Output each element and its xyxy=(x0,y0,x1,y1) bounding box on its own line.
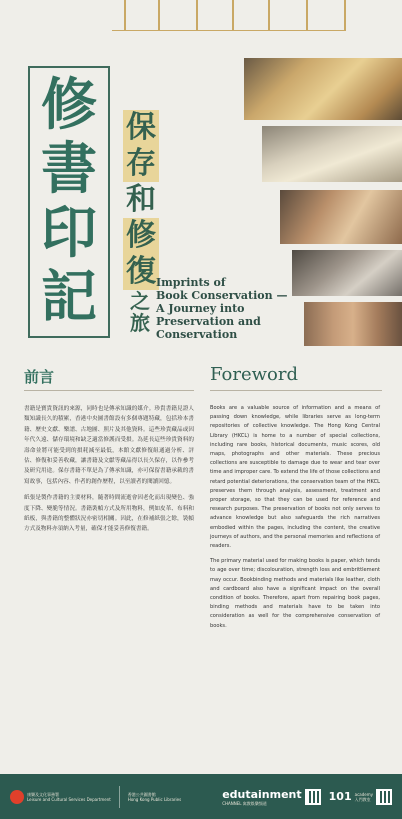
title-en-line: Book Conservation — xyxy=(156,289,288,302)
title-char: 修 xyxy=(41,73,97,138)
foreword-body-zh xyxy=(24,404,194,541)
photo-book-repair-3 xyxy=(280,190,402,244)
top-decorative-lines xyxy=(0,0,402,34)
subtitle-char: 修 xyxy=(123,218,159,254)
hkpl-name-en: Hong Kong Public Libraries xyxy=(127,796,182,802)
title-char: 印 xyxy=(41,201,97,266)
subtitle-char: 保 xyxy=(123,110,159,146)
title-en-line: A Journey into xyxy=(156,302,245,315)
lcsd-name-en: Leisure and Cultural Services Department xyxy=(27,796,111,802)
photo-book-spines xyxy=(304,302,402,346)
paragraph: 書籍是寶貴資訊的來源，同時也是傳承知識的媒介。珍貴書籍見證人類知識長久的積累，香港中央圖書館設有多個專題特藏，包括珍本書籍、歷史文獻、樂譜、古地圖、照片及其他資料。這些珍貴藏品或因年代久遠、儲存環境和缺乏適當修護而受損。為延長這些珍貴資料的壽命並將可能受到的損耗減至最低，本館文獻修復組通過分析、評估、修復和妥善收藏，讓書籍及文獻等藏品得以長久保存，以作參考及研究用途。保存書籍不單是為了傳承知識，亦可保留書籍承載的書寫故事，包括內容、作者的創作歷程，以至讀者的閱讀回憶。 xyxy=(24,406,194,485)
foreword-heading-zh: 前言 xyxy=(24,368,55,386)
academy-name-en: academy xyxy=(354,791,373,797)
subtitle-char: 和 xyxy=(126,182,156,217)
divider xyxy=(210,390,382,391)
title-en-line: Preservation and xyxy=(156,315,261,328)
qr-code-icon[interactable] xyxy=(376,789,392,805)
title-char: 書 xyxy=(41,137,97,202)
main-title-zh xyxy=(28,66,110,338)
title-en xyxy=(156,276,296,341)
lcsd-mark-icon xyxy=(10,790,24,804)
subtitle-char: 復 xyxy=(123,254,159,290)
edutainment-sub: CHANNEL 寓教娛樂頻道 xyxy=(222,800,267,806)
subtitle-char: 存 xyxy=(123,146,159,182)
footer-separator xyxy=(119,786,120,808)
paragraph: 紙張是製作書籍的主要材料，隨著時間流逝會因老化而出現變色、強度下降、變脆等情況。書籍裝幀方式及所用物料，例如皮革、布料和紙板，與書籍的整體狀況亦密切相關。因此，在修補紙張之餘，裝幀方式及物料亦須納入考量，確保才能妥善修復書籍。 xyxy=(24,495,194,533)
foreword-heading-en: Foreword xyxy=(210,364,298,385)
photo-book-repair-1 xyxy=(244,58,402,120)
edutainment-logo xyxy=(222,788,320,806)
divider xyxy=(24,390,194,391)
lcsd-name-zh: 康樂及文化事務署 xyxy=(27,791,59,797)
title-en-line: Conservation xyxy=(156,328,238,341)
subtitle-char: 旅 xyxy=(130,311,150,335)
subtitle-zh xyxy=(118,110,164,290)
subtitle-char: 之 xyxy=(130,289,150,313)
photo-book-repair-2 xyxy=(262,126,402,182)
paragraph: The primary material used for making books is paper, which tends to age over time; discolouration, strength loss and embrittlement may occur. Bookbinding methods and materials like leather, cloth and cardboard also have a significant impact on the overall condition of books. Therefore, apart from repairing book pages, binding methods and materials have to be taken into consideration as well for the comprehensive conservation of books. xyxy=(210,558,380,629)
footer-logos xyxy=(0,774,402,819)
qr-code-icon[interactable] xyxy=(305,789,321,805)
title-char: 記 xyxy=(41,265,97,330)
academy-number: 101 xyxy=(328,790,352,803)
photo-book-repair-4 xyxy=(292,250,402,296)
title-en-line: Imprints of xyxy=(156,276,226,289)
academy-logo xyxy=(329,789,392,805)
paragraph: Books are a valuable source of information and a means of passing down knowledge, while libraries serve as long-term repositories of collective knowledge. The Hong Kong Central Library (HKCL) is home to a number of special collections, including rare books, historical documents, music scores, old maps, photographs and other materials. These precious collections are susceptible to damage due to wear and tear over time and improper care. To extend the life of those collections and retard potential deteriorations, the conservation team of the HKCL preserves them through analysis, assessment, treatment and proper storage, so that they can be used for reference and research purposes. The preservation of books not only serves to advance knowledge but also safeguards the rich narratives embodied within the pages, including the content, the creative journeys of authors, and the personal memories and reflections of readers. xyxy=(210,405,380,550)
foreword-body-en xyxy=(210,404,380,637)
hkpl-name-zh: 香港公共圖書館 xyxy=(127,791,156,797)
hkpl-logo xyxy=(128,792,181,802)
academy-name-zh: 入門教室 xyxy=(354,796,371,802)
subtitle-zh-end xyxy=(120,290,160,334)
lcsd-logo xyxy=(10,790,111,804)
edutainment-name: edutainment xyxy=(222,787,302,801)
